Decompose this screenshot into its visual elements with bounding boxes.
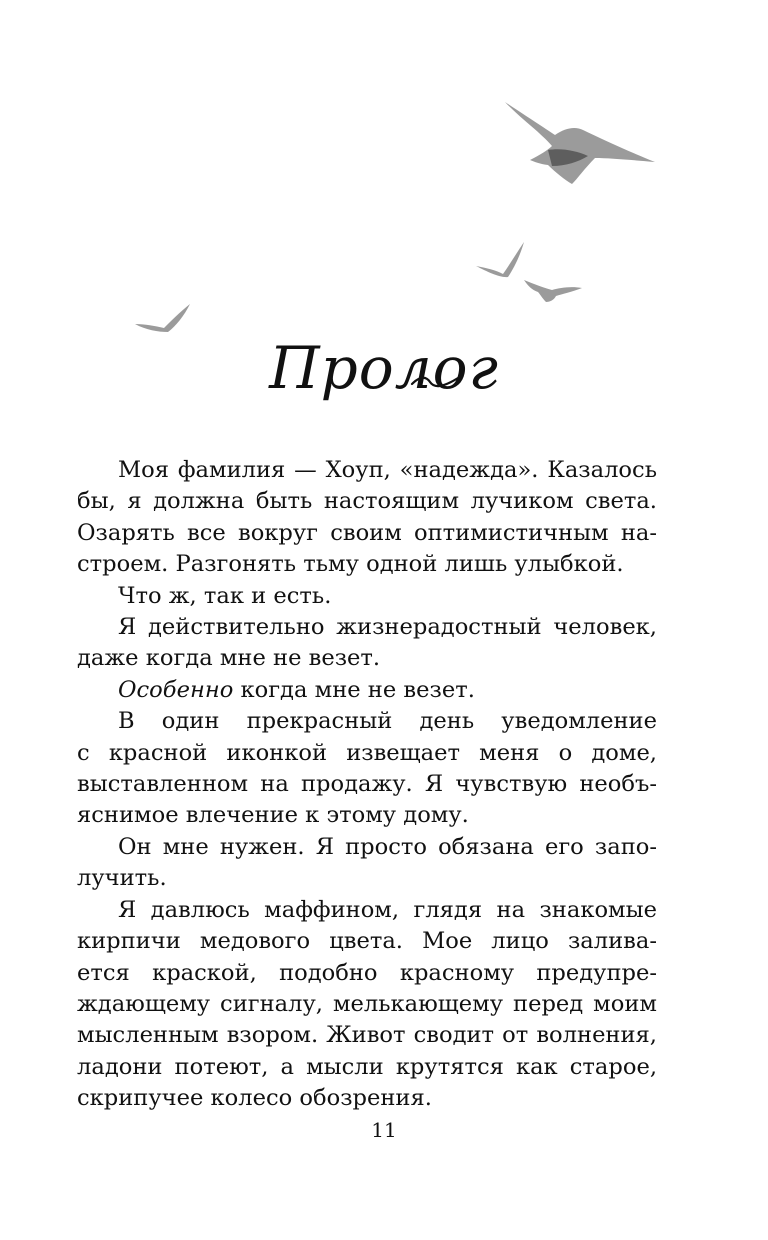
small-bird-icon [476,242,524,277]
text-span: когда мне не везет. [233,676,475,703]
text-line: Он мне нужен. Я просто обязана его запо- [118,833,657,860]
paragraph [77,832,657,895]
text-line: скрипучее колесо обозрения. [77,1085,432,1112]
text-line: Моя фамилия — Хоуп, «надежда». Казалось [118,457,657,483]
large-bird-icon [505,102,655,184]
text-line: строем. Разгонять тьму одной лишь улыбкой. [77,551,624,578]
text-line: яснимое влечение к этому дому. [77,802,469,829]
text-line: Я действительно жизнерадостный человек, [118,614,657,641]
medium-bird-icon [524,280,582,302]
paragraph [77,612,657,675]
chapter-body-text [77,455,657,1115]
paragraph [77,581,657,612]
text-line: ется краской, подобно красному предупре- [77,959,657,986]
paragraph [77,675,657,706]
text-line: Что ж, так и есть. [118,582,332,609]
text-line: лучить. [77,865,167,892]
chapter-title: Пролог [269,334,499,402]
flying-birds-icon [0,0,768,360]
text-line: с красной иконкой извещает меня о доме, [77,739,657,766]
page-number: 11 [371,1118,397,1142]
emphasized-word: Особенно [118,676,234,703]
text-line: выставленном на продажу. Я чувствую необъ- [77,771,657,798]
text-line: мысленным взором. Живот сводит от волнения, [77,1022,657,1049]
text-line: даже когда мне не везет. [77,645,381,672]
title-swash-icon [410,370,460,392]
text-line: кирпичи медового цвета. Мое лицо залива- [77,928,657,955]
paragraph [77,706,657,832]
paragraph [77,455,657,581]
text-line: ждающему сигналу, мелькающему перед моим [77,990,657,1017]
text-line: бы, я должна быть настоящим лучиком света. [77,488,657,515]
text-line: ладони потеют, а мысли крутятся как старое, [77,1053,657,1080]
text-line: В один прекрасный день уведомление [118,708,657,735]
paragraph [77,895,657,1115]
text-line: Я давлюсь маффином, глядя на знакомые [118,896,657,923]
text-line: Озарять все вокруг своим оптимистичным на- [77,519,657,546]
